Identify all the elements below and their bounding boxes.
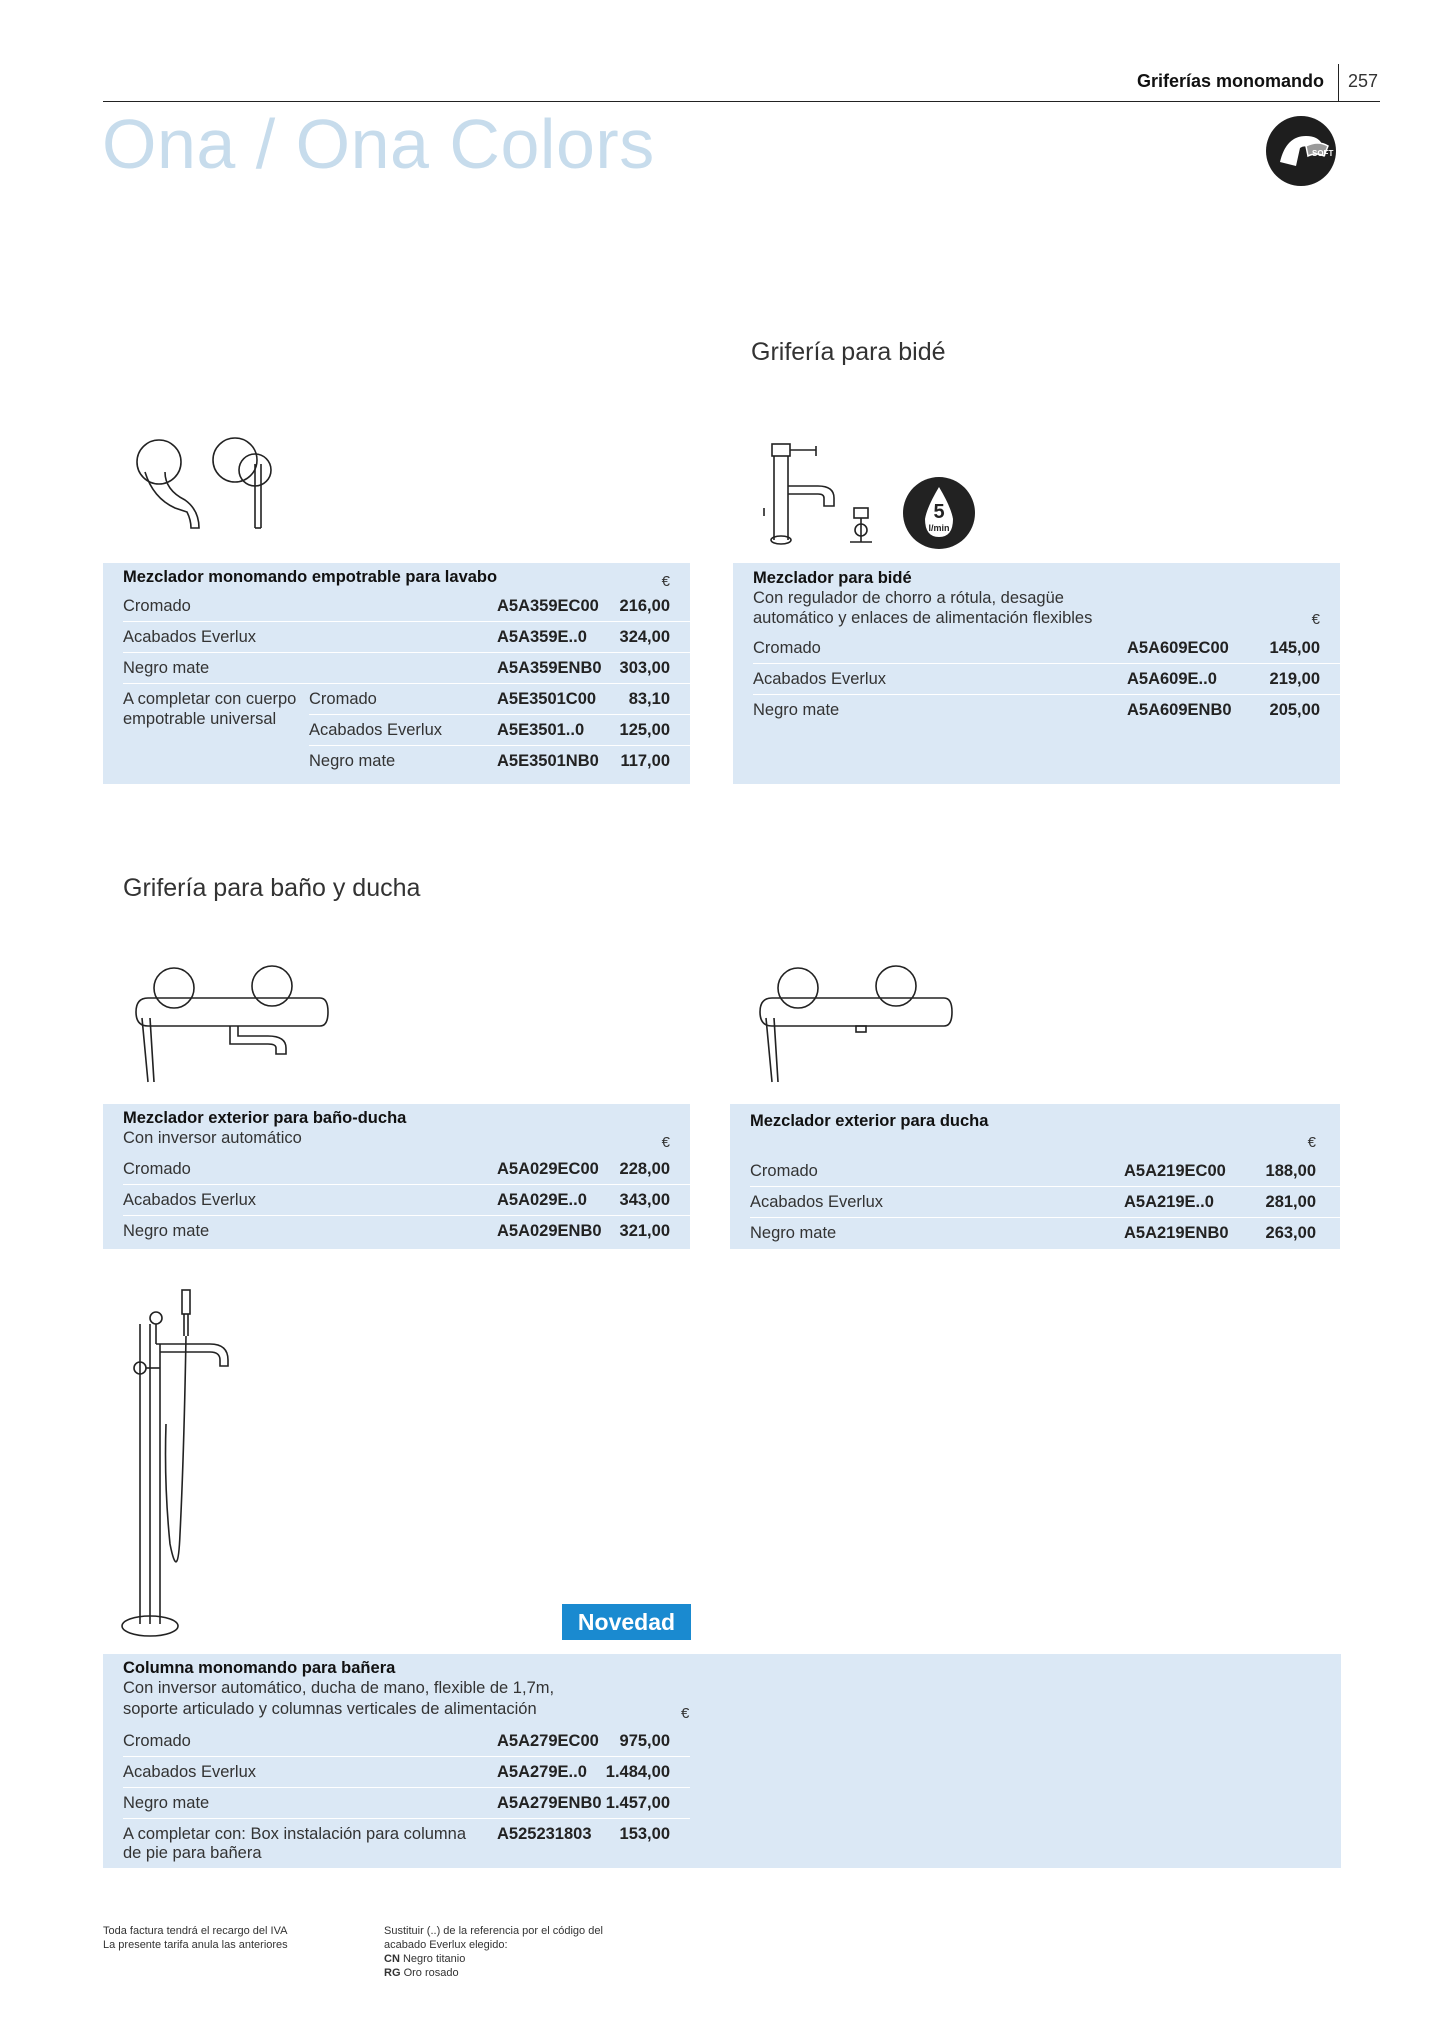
product-code: A525231803: [497, 1825, 592, 1843]
table-row: [309, 715, 690, 746]
footer-finish-cn: [384, 1952, 603, 1966]
product-price: 303,00: [619, 659, 670, 677]
product-price: 263,00: [1265, 1224, 1316, 1242]
product-code: A5E3501..0: [497, 721, 585, 739]
freestanding-bath-column-illustration: [120, 1284, 240, 1644]
product-table-columna: [103, 1654, 1341, 1868]
product-price: 153,00: [619, 1825, 670, 1843]
header-rule: [103, 101, 1380, 102]
product-code: A5E3501C00: [497, 690, 597, 708]
wall-basin-mixer-illustration: [135, 428, 285, 538]
product-price: 125,00: [619, 721, 670, 739]
product-code: A5A029E..0: [497, 1191, 587, 1209]
product-price: 975,00: [619, 1732, 670, 1750]
currency-label: €: [1311, 611, 1320, 628]
product-price: 219,00: [1269, 670, 1320, 688]
section-heading-bide: Grifería para bidé: [751, 338, 946, 366]
product-code: A5A609EC00: [1127, 639, 1229, 657]
product-code: A5A359EC00: [497, 597, 599, 615]
bath-shower-mixer-illustration: [128, 962, 338, 1082]
table-row: [750, 1218, 1340, 1249]
table-row: [309, 746, 690, 777]
product-table-lavabo: [103, 563, 690, 784]
product-code: A5A029EC00: [497, 1160, 599, 1178]
bidet-mixer-illustration: [758, 440, 878, 550]
footer-vat-note: Toda factura tendrá el recargo del IVA: [103, 1925, 288, 1937]
flow-value: 5: [933, 501, 945, 523]
table-row: [123, 1788, 690, 1819]
product-price: 228,00: [619, 1160, 670, 1178]
finish-code: CN: [384, 1953, 400, 1965]
novedad-badge: Novedad: [562, 1604, 691, 1640]
currency-label: €: [1307, 1134, 1316, 1151]
currency-label: €: [661, 1134, 670, 1151]
finish-label: Negro mate: [309, 752, 396, 770]
footer-notes-right: [384, 1924, 603, 1980]
finish-label: Acabados Everlux: [753, 670, 886, 688]
product-price: 205,00: [1269, 701, 1320, 719]
finish-label: Cromado: [123, 1160, 191, 1178]
product-price: 321,00: [619, 1222, 670, 1240]
table-row: [309, 684, 690, 715]
product-title: Mezclador monomando empotrable para lavabo: [123, 568, 498, 586]
product-code: A5A279ENB0: [497, 1794, 602, 1812]
soft-icon: [1266, 116, 1336, 186]
product-price: 281,00: [1265, 1193, 1316, 1211]
product-title: Mezclador exterior para baño-ducha: [123, 1109, 407, 1127]
finish-label: Cromado: [123, 597, 191, 615]
product-description: Con inversor automático: [123, 1129, 302, 1147]
product-code: A5E3501NB0: [497, 752, 599, 770]
finish-label: Acabados Everlux: [309, 721, 442, 739]
product-price: 145,00: [1269, 639, 1320, 657]
running-header-section: Griferías monomando: [1136, 71, 1324, 91]
header-divider: [1338, 64, 1339, 101]
product-code: A5A279EC00: [497, 1732, 599, 1750]
finish-label: Acabados Everlux: [123, 1191, 256, 1209]
finish-label: Cromado: [309, 690, 377, 708]
product-price: 188,00: [1265, 1162, 1316, 1180]
product-description-line2: automático y enlaces de alimentación flexibles: [753, 609, 1093, 627]
product-code: A5A279E..0: [497, 1763, 587, 1781]
footer-substitute-note-line2: acabado Everlux elegido:: [384, 1939, 508, 1951]
finish-name: Oro rosado: [403, 1967, 459, 1979]
product-title: Mezclador para bidé: [753, 569, 912, 587]
finish-label: Negro mate: [123, 1222, 210, 1240]
product-price: 324,00: [619, 628, 670, 646]
product-description-line2: soporte articulado y columnas verticales de alimentación: [123, 1700, 537, 1718]
complement-label-line2: empotrable universal: [123, 710, 277, 728]
table-row: [123, 1216, 690, 1247]
product-table-ducha: [730, 1104, 1340, 1249]
currency-label: €: [661, 573, 670, 590]
complement-label: A completar con cuerpo: [123, 690, 297, 708]
product-code: A5A359E..0: [497, 628, 587, 646]
table-row: [750, 1187, 1340, 1218]
product-code: A5A609ENB0: [1127, 701, 1232, 719]
finish-code: RG: [384, 1967, 401, 1979]
product-code: A5A219ENB0: [1124, 1224, 1229, 1242]
table-row: [123, 653, 690, 684]
flow-5-lmin-icon: [903, 477, 975, 549]
product-price: 117,00: [620, 752, 670, 770]
finish-label: Acabados Everlux: [123, 1763, 256, 1781]
complement-label-line2: de pie para bañera: [123, 1844, 262, 1862]
table-row: [753, 633, 1340, 664]
product-code: A5A219E..0: [1124, 1193, 1214, 1211]
finish-label: Negro mate: [123, 659, 210, 677]
table-row: [123, 1154, 690, 1185]
product-price: 216,00: [619, 597, 670, 615]
product-price: 1.484,00: [605, 1763, 670, 1781]
table-row: [753, 695, 1340, 726]
finish-label: Acabados Everlux: [750, 1193, 883, 1211]
finish-label: Negro mate: [123, 1794, 210, 1812]
page-title: Ona / Ona Colors: [102, 105, 655, 183]
product-description: Con inversor automático, ducha de mano, flexible de 1,7m,: [123, 1679, 555, 1697]
finish-name: Negro titanio: [402, 1953, 466, 1965]
footer-tariff-note: La presente tarifa anula las anteriores: [103, 1939, 288, 1951]
product-title: Columna monomando para bañera: [123, 1659, 396, 1677]
product-code: A5A219EC00: [1124, 1162, 1226, 1180]
product-code: A5A609E..0: [1127, 670, 1217, 688]
table-row: [753, 664, 1340, 695]
flow-unit: l/min: [928, 523, 950, 533]
footer-substitute-note: Sustituir (..) de la referencia por el código del: [384, 1925, 603, 1937]
shower-mixer-illustration: [752, 962, 962, 1082]
product-price: 343,00: [619, 1191, 670, 1209]
complement-label: A completar con: Box instalación para columna: [123, 1825, 467, 1843]
finish-label: Negro mate: [750, 1224, 837, 1242]
finish-label: Cromado: [123, 1732, 191, 1750]
table-row: [123, 1819, 690, 1867]
finish-label: Cromado: [753, 639, 821, 657]
table-row: [123, 1185, 690, 1216]
product-title: Mezclador exterior para ducha: [750, 1112, 989, 1130]
table-row: [123, 1757, 690, 1788]
section-heading-bano-ducha: Grifería para baño y ducha: [123, 874, 421, 902]
soft-badge-text: SOFT: [1312, 149, 1334, 158]
table-row: [123, 622, 690, 653]
product-price: 83,10: [628, 690, 670, 708]
product-code: A5A029ENB0: [497, 1222, 602, 1240]
page-number: 257: [1348, 71, 1379, 91]
product-price: 1.457,00: [605, 1794, 670, 1812]
finish-label: Acabados Everlux: [123, 628, 256, 646]
table-row: [123, 591, 690, 622]
finish-label: Cromado: [750, 1162, 818, 1180]
product-table-bano-ducha: [103, 1104, 690, 1249]
product-table-bide: [733, 563, 1340, 784]
table-row: [750, 1156, 1340, 1187]
footer-notes-left: [103, 1924, 288, 1952]
finish-label: Negro mate: [753, 701, 840, 719]
footer-finish-rg: [384, 1966, 603, 1980]
currency-label: €: [681, 1705, 690, 1722]
product-description: Con regulador de chorro a rótula, desagüe: [753, 589, 1064, 607]
table-row: [123, 1726, 690, 1757]
product-code: A5A359ENB0: [497, 659, 602, 677]
